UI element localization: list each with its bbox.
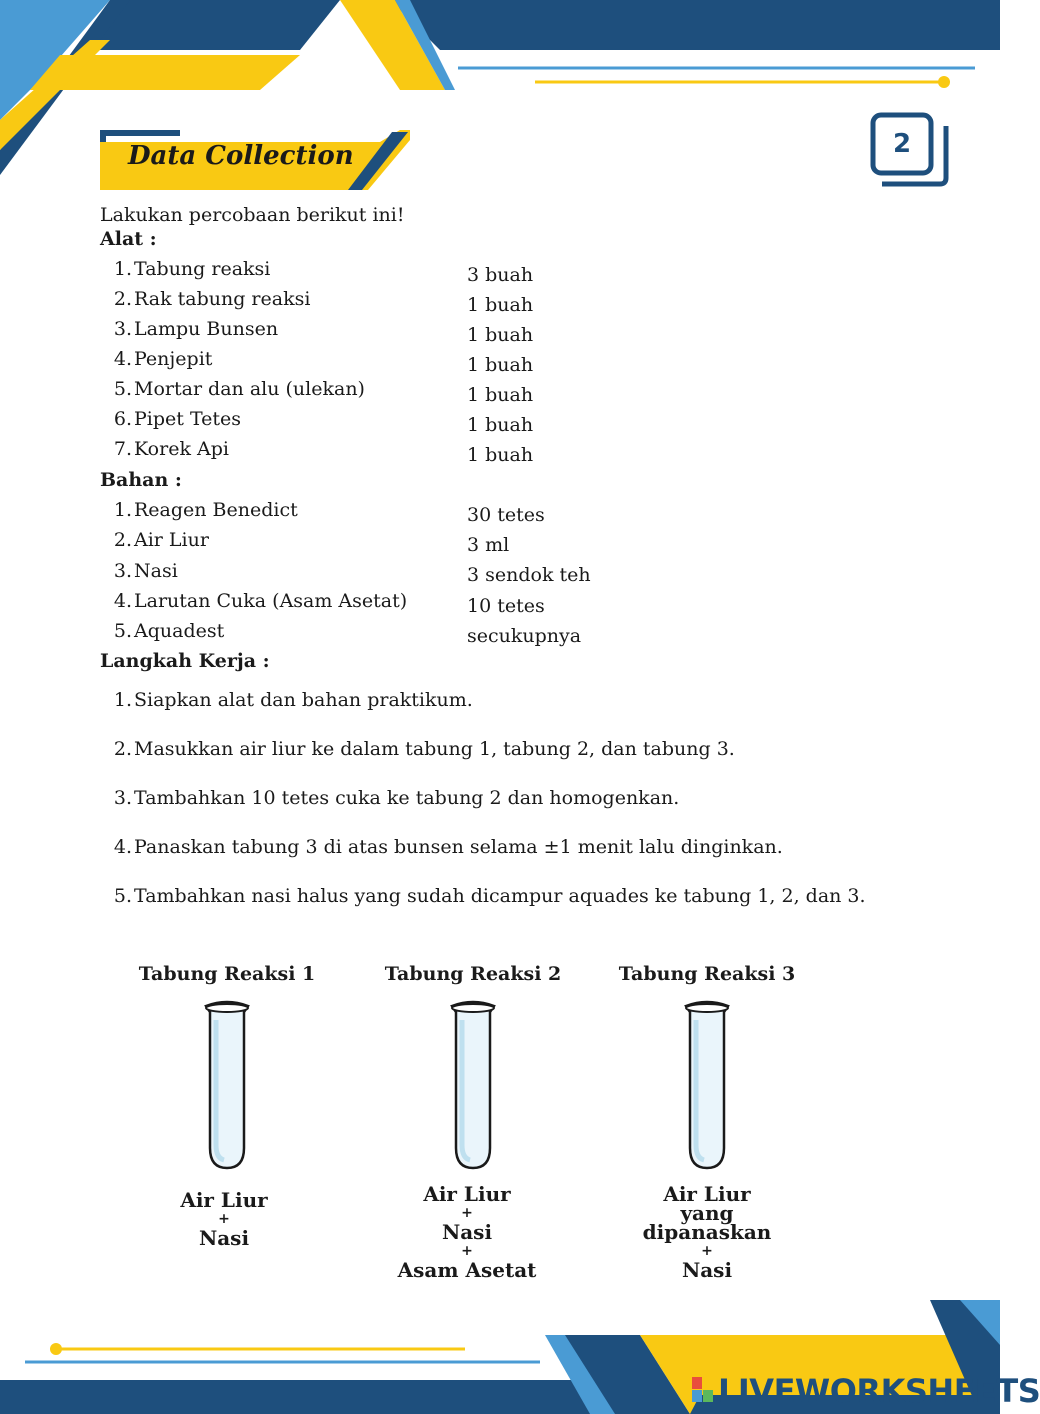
- tube-contents: Air Liur + Nasi + Asam Asetat: [397, 1182, 537, 1282]
- item-qty: 3 sendok teh: [467, 564, 591, 586]
- item-qty: 3 ml: [467, 534, 510, 556]
- item-qty: secukupnya: [467, 625, 582, 647]
- item-name: Tabung reaksi: [134, 258, 271, 280]
- alat-heading: Alat :: [100, 228, 157, 250]
- item-qty: 3 buah: [467, 264, 534, 286]
- liveworksheets-logo-icon: [692, 1377, 714, 1403]
- item-name: Mortar dan alu (ulekan): [134, 378, 365, 400]
- item-name: Penjepit: [134, 348, 213, 370]
- test-tube-icon: [446, 1000, 500, 1172]
- step-text: Panaskan tabung 3 di atas bunsen selama ±1 menit lalu dinginkan.: [134, 836, 783, 858]
- liveworksheets-logo[interactable]: LIVEWORKSHEETS: [718, 1372, 1040, 1410]
- item-qty: 1 buah: [467, 414, 534, 436]
- page-title: Data Collection: [128, 141, 354, 171]
- step-text: Masukkan air liur ke dalam tabung 1, tabung 2, dan tabung 3.: [134, 738, 735, 760]
- tube-title: Tabung Reaksi 1: [138, 963, 316, 985]
- test-tube-icon: [680, 1000, 734, 1172]
- item-name: Rak tabung reaksi: [134, 288, 311, 310]
- item-name: Aquadest: [134, 620, 225, 642]
- item-qty: 1 buah: [467, 384, 534, 406]
- item-qty: 1 buah: [467, 294, 534, 316]
- item-name: Korek Api: [134, 438, 229, 460]
- item-qty: 1 buah: [467, 324, 534, 346]
- step-text: Siapkan alat dan bahan praktikum.: [134, 689, 473, 711]
- item-qty: 1 buah: [467, 444, 534, 466]
- item-name: Lampu Bunsen: [134, 318, 279, 340]
- item-name: Nasi: [134, 560, 178, 582]
- tube-contents: Air Liur + Nasi: [180, 1188, 268, 1250]
- tube-contents: Air Liur yang dipanaskan + Nasi: [642, 1182, 772, 1282]
- item-name: Larutan Cuka (Asam Asetat): [134, 590, 408, 612]
- step-text: Tambahkan nasi halus yang sudah dicampur aquades ke tabung 1, 2, dan 3.: [134, 885, 866, 907]
- item-qty: 10 tetes: [467, 595, 545, 617]
- item-name: Pipet Tetes: [134, 408, 242, 430]
- item-name: Reagen Benedict: [134, 499, 298, 521]
- item-qty: 1 buah: [467, 354, 534, 376]
- test-tube-icon: [200, 1000, 254, 1172]
- tube-title: Tabung Reaksi 2: [384, 963, 562, 985]
- item-qty: 30 tetes: [467, 504, 545, 526]
- step-text: Tambahkan 10 tetes cuka ke tabung 2 dan homogenkan.: [134, 787, 680, 809]
- tube-title: Tabung Reaksi 3: [618, 963, 796, 985]
- intro-text: Lakukan percobaan berikut ini!: [100, 204, 405, 226]
- item-name: Air Liur: [134, 529, 209, 551]
- bahan-heading: Bahan :: [100, 469, 182, 491]
- langkah-heading: Langkah Kerja :: [100, 650, 270, 672]
- page-number: 2: [892, 129, 912, 159]
